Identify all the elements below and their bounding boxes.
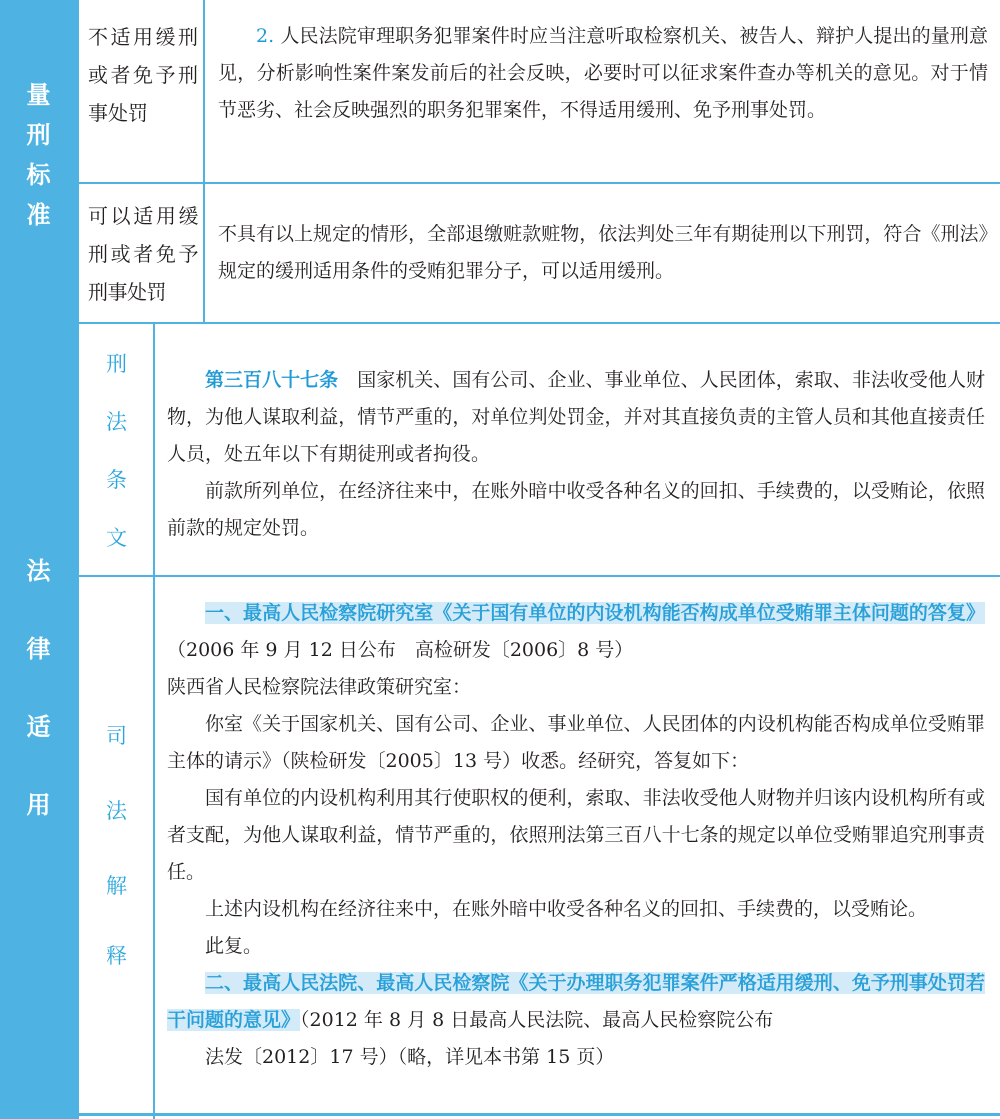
row2-body: 不具有以上规定的情形，全部退缴赃款赃物，依法判处三年有期徒刑以下刑罚，符合《刑法》规定的缓刑适用条件的受贿犯罪分子，可以适用缓刑。 xyxy=(218,223,988,282)
grid-line xyxy=(77,0,79,1119)
item2-meta2: 法发〔2012〕17 号）（略，详见本书第 15 页） xyxy=(205,1046,615,1068)
section-label-char: 标 xyxy=(26,161,51,189)
category-probation-allowed: 可以适用缓刑或者免予刑事处罚 xyxy=(88,204,198,304)
criminal-law-text xyxy=(167,362,985,547)
item-number: 2. xyxy=(256,25,275,47)
judicial-text xyxy=(167,595,985,1076)
section-label-char: 用 xyxy=(26,791,51,819)
category-no-probation: 不适用缓刑或者免予刑事处罚 xyxy=(88,25,198,125)
section-label-char: 法 xyxy=(26,557,51,585)
grid-line xyxy=(77,575,1000,577)
judicial-p2: 国有单位的内设机构利用其行使职权的便利，索取、非法收受他人财物并归该内设机构所有或者支配，为他人谋取利益，情节严重的，依照刑法第三百八十七条的规定以单位受贿罪追究刑事责任。 xyxy=(167,787,985,883)
sublabel-char: 法 xyxy=(106,799,127,823)
addressee: 陕西省人民检察院法律政策研究室： xyxy=(167,676,472,698)
section-label-char: 量 xyxy=(26,81,51,109)
section-label-law xyxy=(0,324,77,1119)
section-label-char: 适 xyxy=(26,713,51,741)
judicial-p4: 此复。 xyxy=(205,935,263,957)
sublabel-char: 文 xyxy=(106,526,127,550)
article-title: 第三百八十七条 xyxy=(205,369,339,391)
section-label-sentencing xyxy=(0,0,77,322)
section-label-char: 律 xyxy=(26,635,51,663)
grid-line xyxy=(0,1113,1000,1116)
row2-text xyxy=(218,216,988,290)
section-label-char: 刑 xyxy=(26,121,51,149)
sublabel-char: 解 xyxy=(106,874,127,898)
sublabel-char: 刑 xyxy=(106,352,127,376)
sublabel-char: 司 xyxy=(106,724,127,748)
item1-title: 一、最高人民检察院研究室《关于国有单位的内设机构能否构成单位受贿罪主体问题的答复》 xyxy=(205,602,985,624)
article-para2: 前款所列单位，在经济往来中，在账外暗中收受各种名义的回扣、手续费的，以受贿论，依照前款的规定处罚。 xyxy=(167,480,985,539)
grid-line xyxy=(153,324,155,1119)
judicial-p3: 上述内设机构在经济往来中，在账外暗中收受各种名义的回扣、手续费的，以受贿论。 xyxy=(205,898,928,920)
row1-body: 人民法院审理职务犯罪案件时应当注意听取检察机关、被告人、辩护人提出的量刑意见，分析影响性案件案发前后的社会反映，必要时可以征求案件查办等机关的意见。对于情节恶劣、社会反映强烈的职务犯罪案件，不得适用缓刑、免予刑事处罚。 xyxy=(218,25,988,121)
sublabel-judicial xyxy=(79,577,154,1117)
row1-text xyxy=(218,18,988,129)
sublabel-char: 法 xyxy=(106,410,127,434)
grid-line xyxy=(203,0,205,322)
sublabel-char: 条 xyxy=(106,468,127,492)
grid-line xyxy=(77,182,1000,184)
sublabel-criminal-law xyxy=(79,324,154,575)
grid-line xyxy=(0,322,1000,324)
item2-title: 二、最高人民法院、最高人民检察院《关于办理职务犯罪案件严格适用缓刑、免予刑事处罚若干问题的意见》 xyxy=(167,972,985,1031)
item2-meta: （2012 年 8 月 8 日最高人民法院、最高人民检察院公布 xyxy=(300,1009,774,1031)
item1-meta: （2006 年 9 月 12 日公布 高检研发〔2006〕8 号） xyxy=(167,639,634,661)
sublabel-char: 释 xyxy=(106,944,127,968)
article-body: 国家机关、国有公司、企业、事业单位、人民团体，索取、非法收受他人财物，为他人谋取利益，情节严重的，对单位判处罚金，并对其直接负责的主管人员和其他直接责任人员，处五年以下有期徒刑或者拘役。 xyxy=(167,369,985,465)
judicial-p1: 你室《关于国家机关、国有公司、企业、事业单位、人民团体的内设机构能否构成单位受贿罪主体的请示》（陕检研发〔2005〕13 号）收悉。经研究，答复如下： xyxy=(167,713,985,772)
section-label-char: 准 xyxy=(26,201,51,229)
